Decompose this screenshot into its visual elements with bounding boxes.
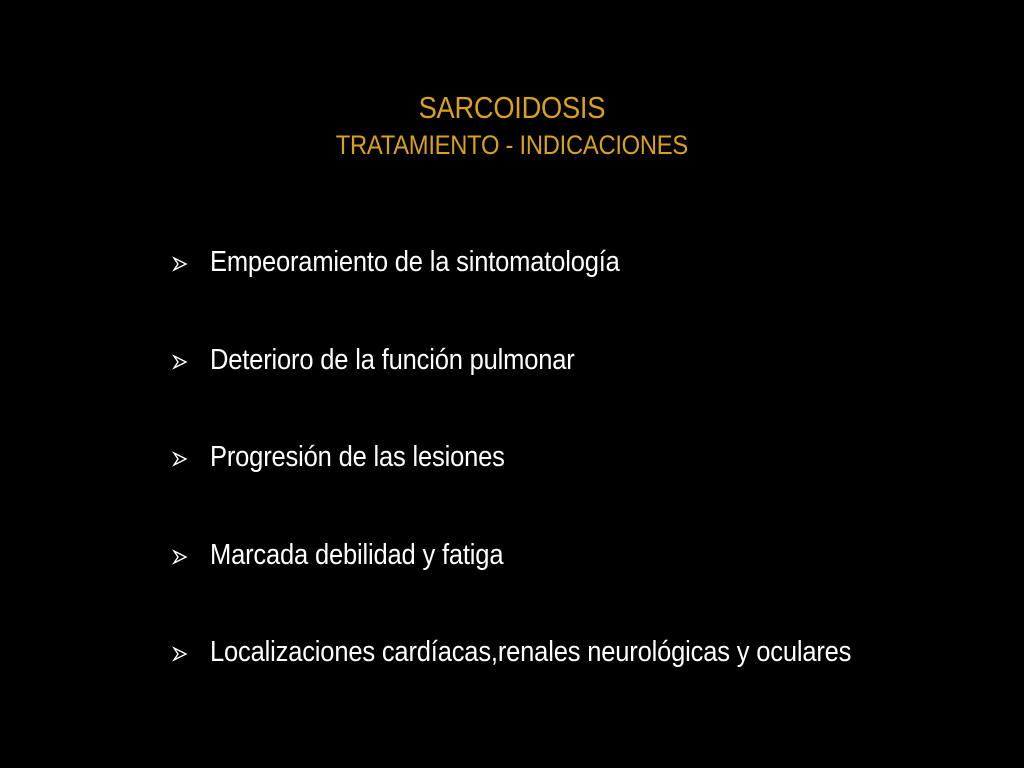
bullet-list <box>172 242 939 730</box>
title-block <box>0 88 1024 162</box>
bullet-text: Localizaciones cardíacas,renales neurológicas y oculares <box>210 636 852 668</box>
slide-title: SARCOIDOSIS <box>418 90 606 125</box>
slide-subtitle: TRATAMIENTO - INDICACIONES <box>335 130 688 160</box>
arrowhead-bullet-icon <box>172 256 188 272</box>
arrowhead-bullet-icon <box>172 646 188 662</box>
list-item <box>172 340 939 380</box>
arrowhead-bullet-icon <box>172 549 188 565</box>
bullet-text: Deterioro de la función pulmonar <box>210 343 575 376</box>
list-item <box>172 535 939 575</box>
list-item <box>172 437 939 477</box>
bullet-text: Empeoramiento de la sintomatología <box>210 246 620 278</box>
bullet-text: Progresión de las lesiones <box>210 441 505 473</box>
list-item <box>172 242 939 282</box>
list-item <box>172 632 939 672</box>
arrowhead-bullet-icon <box>172 451 188 467</box>
bullet-text: Marcada debilidad y fatiga <box>210 538 504 571</box>
arrowhead-bullet-icon <box>172 354 188 370</box>
